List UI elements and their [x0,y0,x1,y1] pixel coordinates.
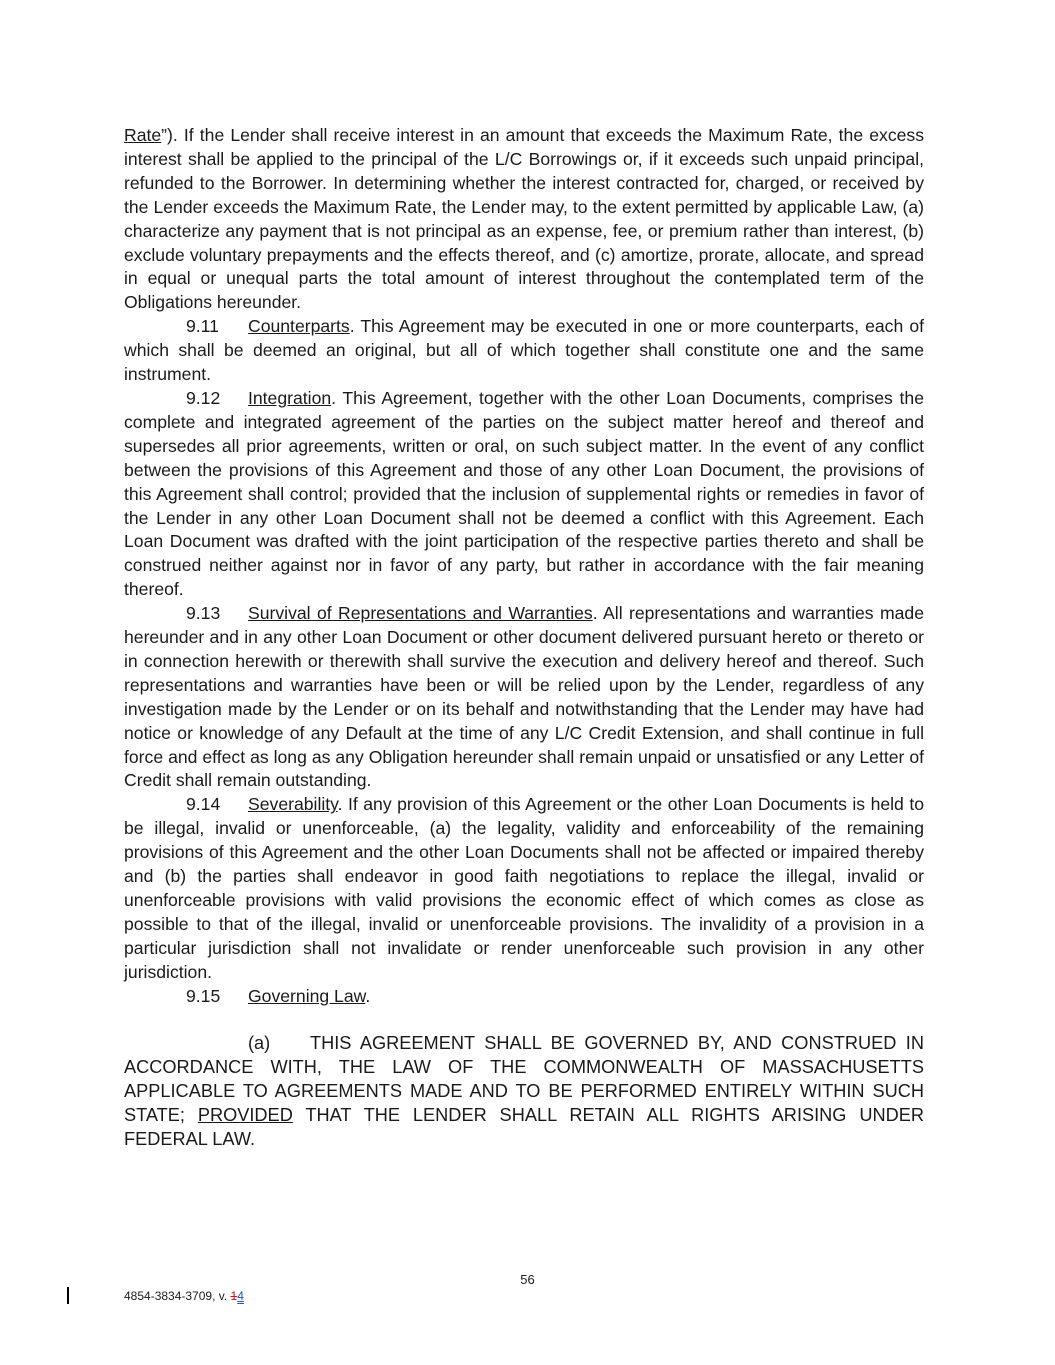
document-body [124,124,924,1151]
section-body: . This Agreement may be executed in one or more counterparts, each of which shall be deemed an original, but all of which together shall constitute one and the same instrument. [124,316,924,385]
section-heading: Survival of Representations and Warranties [248,603,593,624]
section-heading: Governing Law [248,985,366,1006]
subsection-text-2: THAT THE LENDER SHALL RETAIN ALL RIGHTS ARISING UNDER FEDERAL LAW. [124,1104,924,1149]
document-id-text: 4854-3834-3709, v. [124,1289,231,1303]
subsection-9-15-a [124,1031,924,1151]
section-body: . If any provision of this Agreement or the other Loan Documents is held to be illegal, invalid or unenforceable, (a) the legality, validity and enforceability of the remaining provisions of this Agreement and the other Loan Documents shall not be affected or impaired thereby and (b) the parties shall endeavor in good faith negotiations to replace the illegal, invalid or unenforceable provisions with valid provisions the economic effect of which comes as close as possible to that of the illegal, invalid or unenforceable provisions. The invalidity of a provision in a particular jurisdiction shall not invalidate or render unenforceable such provision in any other jurisdiction. [124,794,924,982]
section-body: . All representations and warranties made hereunder and in any other Loan Document or other document delivered pursuant hereto or thereto or in connection herewith or therewith shall survive the execution and delivery hereof and thereof. Such representations and warranties have been or will be relied upon by the Lender, regardless of any investigation made by the Lender or on its behalf and notwithstanding that the Lender may have had notice or knowledge of any Default at the time of any L/C Credit Extension, and shall continue in full force and effect as long as any Obligation hereunder shall remain unpaid or unsatisfied or any Letter of Credit shall remain outstanding. [124,603,924,791]
section-heading: Counterparts [248,316,350,337]
paragraph-9-10-text: ”). If the Lender shall receive interest in an amount that exceeds the Maximum Rate, the excess interest shall be applied to the principal of the L/C Borrowings or, if it exceeds such unpaid principal, refunded to the Borrower. In determining whether the interest contracted for, charged, or received by the Lender exceeds the Maximum Rate, the Lender may, to the extent permitted by applicable Law, (a) characterize any payment that is not principal as an expense, fee, or premium rather than interest, (b) exclude voluntary prepayments and the effects thereof, and (c) amortize, prorate, allocate, and spread in equal or unequal parts the total amount of interest throughout the contemplated term of the Obligations hereunder. [124,125,924,313]
provided-term: PROVIDED [197,1104,293,1125]
section-heading-tail: . [365,985,371,1006]
version-deleted: 1 [230,1289,238,1303]
section-9-15 [124,985,924,1009]
section-number: 9.13 [186,603,221,624]
section-9-12 [124,387,924,602]
section-heading: Integration [248,387,332,408]
section-9-11 [124,315,924,387]
section-number: 9.11 [186,316,219,337]
version-inserted: 4 [237,1289,244,1303]
section-number: 9.14 [186,794,221,815]
page-number: 56 [520,1272,535,1287]
subsection-text-1: THIS AGREEMENT SHALL BE GOVERNED BY, AND CONSTRUED IN ACCORDANCE WITH, THE LAW OF THE COMMONWEALTH OF MASSACHUSETTS APPLICABLE TO AGREEMENTS MADE AND TO BE PERFORMED ENTIRELY WITHIN SUCH STATE; [124,1032,924,1125]
defined-term-rate: Rate [124,125,162,145]
section-9-13 [124,602,924,793]
document-id [124,1289,244,1303]
revision-bar [67,1287,69,1304]
paragraph-9-10-continued [124,124,924,315]
section-body: . This Agreement, together with the other Loan Documents, comprises the complete and integrated agreement of the parties on the subject matter hereof and thereof and supersedes all prior agreements, written or oral, on such subject matter. In the event of any conflict between the provisions of this Agreement and those of any other Loan Document, the provisions of this Agreement shall control; provided that the inclusion of supplemental rights or remedies in favor of the Lender in any other Loan Document shall not be deemed a conflict with this Agreement. Each Loan Document was drafted with the joint participation of the respective parties thereto and shall be construed neither against nor in favor of any party, but rather in accordance with the fair meaning thereof. [124,387,924,600]
subsection-label: (a) [248,1032,271,1053]
section-heading: Severability [248,794,338,815]
section-9-14 [124,793,924,984]
section-number: 9.12 [186,387,221,408]
section-number: 9.15 [186,985,221,1006]
